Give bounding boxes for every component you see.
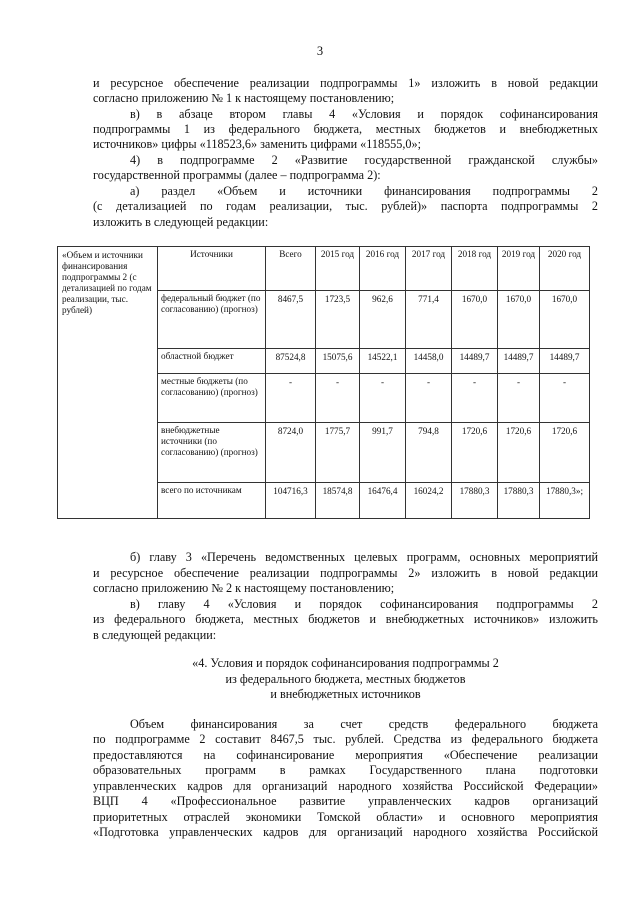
table-cell-source: местные бюджеты (по согласованию) (прогноз) — [158, 374, 266, 423]
table-cell: 14489,7 — [498, 349, 540, 374]
text-line: в) главу 4 «Условия и порядок софинансирования подпрограммы 2 — [130, 597, 598, 611]
table-cell: 16024,2 — [406, 483, 452, 519]
text-line: управленческих кадров для организаций народного хозяйства Российской Федерации» — [93, 779, 598, 793]
chapter-title-line: и внебюджетных источников — [270, 687, 421, 701]
table-cell: - — [406, 374, 452, 423]
table-cell: 16476,4 — [360, 483, 406, 519]
table-cell: 14489,7 — [540, 349, 590, 374]
text-line: подпрограммы 1 из федерального бюджета, местных бюджетов и внебюджетных — [93, 122, 598, 136]
table-cell: 14489,7 — [452, 349, 498, 374]
table-cell: - — [540, 374, 590, 423]
text-line: и ресурсное обеспечение реализации подпрограммы 1» изложить в новой редакции — [93, 76, 598, 90]
table-cell: 87524,8 — [266, 349, 316, 374]
table-cell-source: федеральный бюджет (по согласованию) (прогноз) — [158, 291, 266, 349]
table-cell: 1775,7 — [316, 423, 360, 483]
table-cell: 962,6 — [360, 291, 406, 349]
table-cell: 104716,3 — [266, 483, 316, 519]
table-cell: 1670,0 — [540, 291, 590, 349]
financing-table — [57, 246, 590, 519]
table-header: Источники — [158, 247, 266, 291]
table-cell: 14458,0 — [406, 349, 452, 374]
table-cell: 991,7 — [360, 423, 406, 483]
table-cell: 1723,5 — [316, 291, 360, 349]
text-line: в следующей редакции: — [93, 628, 217, 642]
table-cell: - — [360, 374, 406, 423]
text-line: б) главу 3 «Перечень ведомственных целевых программ, основных мероприятий — [130, 550, 598, 564]
table-cell: 1670,0 — [498, 291, 540, 349]
text-line: и ресурсное обеспечение реализации подпрограммы 2» изложить в новой редакции — [93, 566, 598, 580]
text-line: по подпрограмме 2 составит 8467,5 тыс. рублей. Средства из федерального бюджета — [93, 732, 598, 746]
table-cell: - — [316, 374, 360, 423]
table-cell-source: внебюджетные источники (по согласованию) (прогноз) — [158, 423, 266, 483]
text-line: приоритетных отраслей экономики Томской области» и основного мероприятия — [93, 810, 598, 824]
text-line: Объем финансирования за счет средств федерального бюджета — [130, 717, 598, 731]
table-cell-source: областной бюджет — [158, 349, 266, 374]
table-header: Всего — [266, 247, 316, 291]
table-cell: 1720,6 — [498, 423, 540, 483]
text-line: изложить в следующей редакции: — [93, 215, 269, 229]
table-header: 2017 год — [406, 247, 452, 291]
table-cell: 17880,3 — [452, 483, 498, 519]
table-header: 2016 год — [360, 247, 406, 291]
chapter-title-line: «4. Условия и порядок софинансирования подпрограммы 2 — [192, 656, 499, 670]
table-cell: 8467,5 — [266, 291, 316, 349]
table-cell: 1720,6 — [452, 423, 498, 483]
text-line: государственной программы (далее – подпрограмма 2): — [93, 168, 381, 182]
text-line: в) в абзаце втором главы 4 «Условия и порядок софинансирования — [130, 107, 598, 121]
text-line: «Подготовка управленческих кадров для организаций народного хозяйства Российской — [93, 825, 598, 839]
table-cell-source: всего по источникам — [158, 483, 266, 519]
table-header: 2015 год — [316, 247, 360, 291]
table-cell: 15075,6 — [316, 349, 360, 374]
table-cell: 1720,6 — [540, 423, 590, 483]
table-cell: 1670,0 — [452, 291, 498, 349]
chapter-title-line: из федерального бюджета, местных бюджетов — [225, 672, 466, 686]
text-line: образовательных программ в рамках Государственного плана подготовки — [93, 763, 598, 777]
table-cell: 17880,3 — [498, 483, 540, 519]
table-cell: 17880,3»; — [540, 483, 590, 519]
text-line: предоставляются на софинансирование мероприятия «Обеспечение реализации — [93, 748, 598, 762]
text-line: ВЦП 4 «Профессиональное развитие управленческих кадров организаций — [93, 794, 598, 808]
table-cell: - — [498, 374, 540, 423]
table-cell: 8724,0 — [266, 423, 316, 483]
page-number: 3 — [316, 44, 324, 58]
text-line: из федерального бюджета, местных бюджетов и внебюджетных источников» изложить — [93, 612, 598, 626]
table-header: 2018 год — [452, 247, 498, 291]
table-cell: - — [266, 374, 316, 423]
text-line: источников» цифры «118523,6» заменить цифрами «118555,0»; — [93, 137, 421, 151]
table-cell: 771,4 — [406, 291, 452, 349]
table-row-header: «Объем и источники финансирования подпрограммы 2 (с детализацией по годам реализации, тыс. рублей) — [58, 247, 158, 519]
text-line: согласно приложению № 1 к настоящему постановлению; — [93, 91, 395, 105]
table-cell: 14522,1 — [360, 349, 406, 374]
table-cell: 794,8 — [406, 423, 452, 483]
text-line: (с детализацией по годам реализации, тыс. рублей)» паспорта подпрограммы 2 — [93, 199, 598, 213]
table-cell: 18574,8 — [316, 483, 360, 519]
table-header: 2020 год — [540, 247, 590, 291]
text-line: 4) в подпрограмме 2 «Развитие государственной гражданской службы» — [130, 153, 598, 167]
text-line: а) раздел «Объем и источники финансирования подпрограммы 2 — [130, 184, 598, 198]
table-header: 2019 год — [498, 247, 540, 291]
text-line: согласно приложению № 2 к настоящему постановлению; — [93, 581, 395, 595]
table-cell: - — [452, 374, 498, 423]
